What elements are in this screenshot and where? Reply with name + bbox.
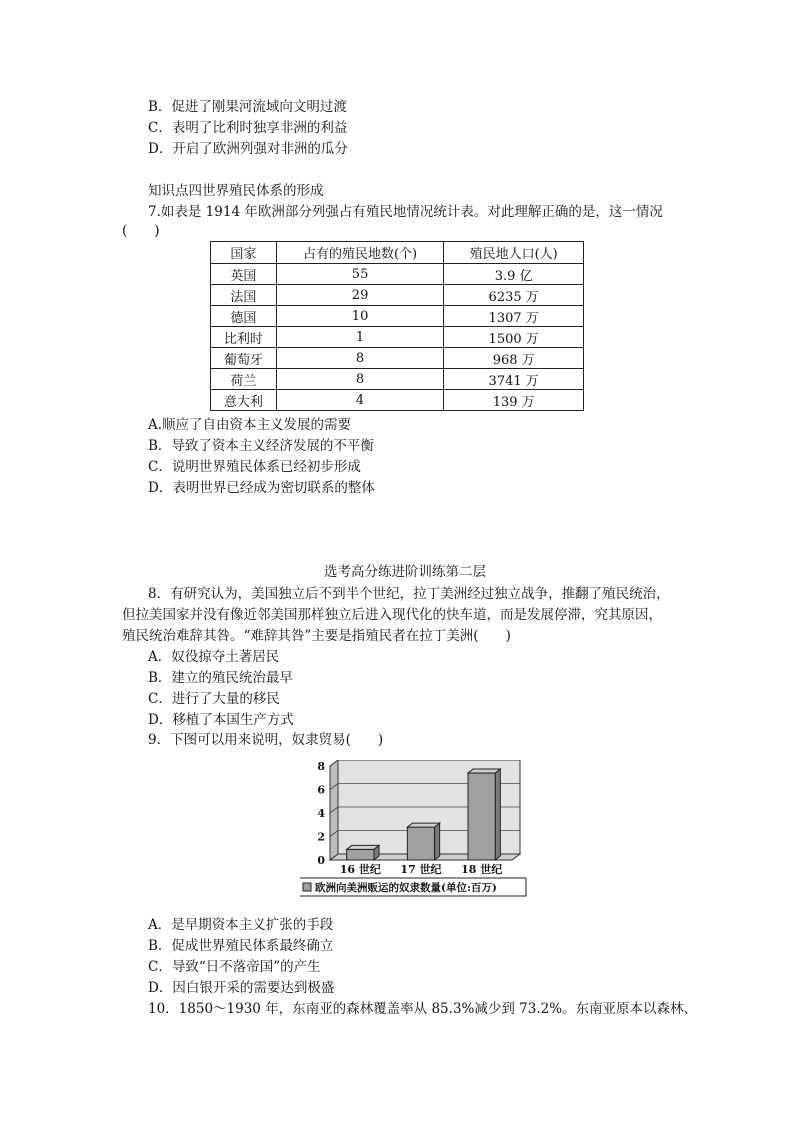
q7-option-a: A.顺应了自由资本主义发展的需要 — [148, 417, 352, 433]
level-title: 选考高分练进阶训练第二层 — [324, 564, 486, 580]
q6-option-b: B．促进了刚果河流域向文明过渡 — [148, 99, 347, 115]
y-tick-label: 2 — [317, 830, 325, 844]
y-tick-label: 6 — [317, 783, 325, 797]
table-header-cell: 殖民地人口(人) — [444, 242, 584, 264]
table-header-row — [211, 242, 584, 264]
q7-paren: ( ) — [122, 223, 160, 239]
table-row — [211, 390, 584, 411]
q7-option-c: C．说明世界殖民体系已经初步形成 — [148, 459, 361, 475]
q9-option-b: B．促成世界殖民体系最终确立 — [148, 938, 334, 954]
table-cell: 1500 万 — [444, 327, 584, 348]
table-cell: 4 — [276, 390, 444, 411]
q6-option-c: C．表明了比利时独享非洲的利益 — [148, 120, 348, 136]
table-cell: 比利时 — [211, 327, 277, 348]
q7-option-b: B．导致了资本主义经济发展的不平衡 — [148, 438, 374, 454]
q7-option-d: D．表明世界已经成为密切联系的整体 — [148, 480, 375, 496]
q8-line-3: 殖民统治难辞其咎。“难辞其咎”主要是指殖民者在拉丁美洲( ) — [122, 628, 511, 644]
table-header-cell: 占有的殖民地数(个) — [276, 242, 444, 264]
x-tick-label: 17 世纪 — [400, 863, 442, 876]
bar — [468, 773, 495, 860]
q9-stem: 9．下图可以用来说明，奴隶贸易( ) — [148, 732, 384, 748]
table-row — [211, 369, 584, 390]
table-cell: 139 万 — [444, 390, 584, 411]
q8-option-d: D．移植了本国生产方式 — [148, 712, 294, 728]
bar — [347, 849, 374, 860]
q8-option-b: B．建立的殖民统治最早 — [148, 670, 293, 686]
x-tick-label: 18 世纪 — [461, 863, 503, 876]
table-cell: 3.9 亿 — [444, 264, 584, 285]
table-cell: 10 — [276, 306, 444, 327]
table-cell: 荷兰 — [211, 369, 277, 390]
table-cell: 法国 — [211, 285, 277, 306]
table-cell: 55 — [276, 264, 444, 285]
legend-swatch — [303, 883, 311, 891]
q8-line-1: 8．有研究认为，美国独立后不到半个世纪，拉丁美洲经过独立战争，推翻了殖民统治， — [148, 586, 670, 602]
q10-line-1: 10．1850～1930 年，东南亚的森林覆盖率从 85.3%减少到 73.2%。东南亚原本以森林、 — [148, 1001, 698, 1017]
table-cell: 葡萄牙 — [211, 348, 277, 369]
q8-option-a: A．奴役掠夺土著居民 — [148, 649, 280, 665]
q9-option-a: A．是早期资本主义扩张的手段 — [148, 917, 334, 933]
bar-side — [495, 769, 500, 860]
table-row — [211, 327, 584, 348]
bar — [407, 827, 434, 860]
q7-stem: 7.如表是 1914 年欧洲部分列强占有殖民地情况统计表。对此理解正确的是，这一情况 — [148, 204, 663, 220]
y-tick-label: 8 — [317, 760, 325, 773]
table-cell: 3741 万 — [444, 369, 584, 390]
x-tick-label: 16 世纪 — [339, 863, 381, 876]
table-cell: 1307 万 — [444, 306, 584, 327]
table-header-cell: 国家 — [211, 242, 277, 264]
q8-line-2: 但拉美国家并没有像近邻美国那样独立后进入现代化的快车道，而是发展停滞，究其原因， — [122, 607, 662, 623]
table-row — [211, 285, 584, 306]
q9-option-d: D．因白银开采的需要达到极盛 — [148, 980, 335, 996]
slave-trade-bar-chart — [300, 760, 530, 900]
table-cell: 968 万 — [444, 348, 584, 369]
table-cell: 德国 — [211, 306, 277, 327]
table-cell: 6235 万 — [444, 285, 584, 306]
table-cell: 英国 — [211, 264, 277, 285]
q9-option-c: C．导致“日不落帝国”的产生 — [148, 959, 321, 975]
colony-stats-table — [210, 241, 584, 411]
table-cell: 8 — [276, 348, 444, 369]
table-cell: 8 — [276, 369, 444, 390]
table-row — [211, 348, 584, 369]
y-tick-label: 0 — [317, 854, 325, 867]
table-cell: 29 — [276, 285, 444, 306]
section-title: 知识点四世界殖民体系的形成 — [148, 183, 324, 199]
table-cell: 1 — [276, 327, 444, 348]
y-tick-label: 4 — [317, 807, 325, 820]
table-row — [211, 306, 584, 327]
table-cell: 意大利 — [211, 390, 277, 411]
q8-option-c: C．进行了大量的移民 — [148, 691, 280, 707]
table-row — [211, 264, 584, 285]
bar-side — [435, 823, 440, 860]
legend-label: 欧洲向美洲贩运的奴隶数量(单位:百万) — [315, 882, 497, 894]
q6-option-d: D．开启了欧洲列强对非洲的瓜分 — [148, 141, 348, 157]
